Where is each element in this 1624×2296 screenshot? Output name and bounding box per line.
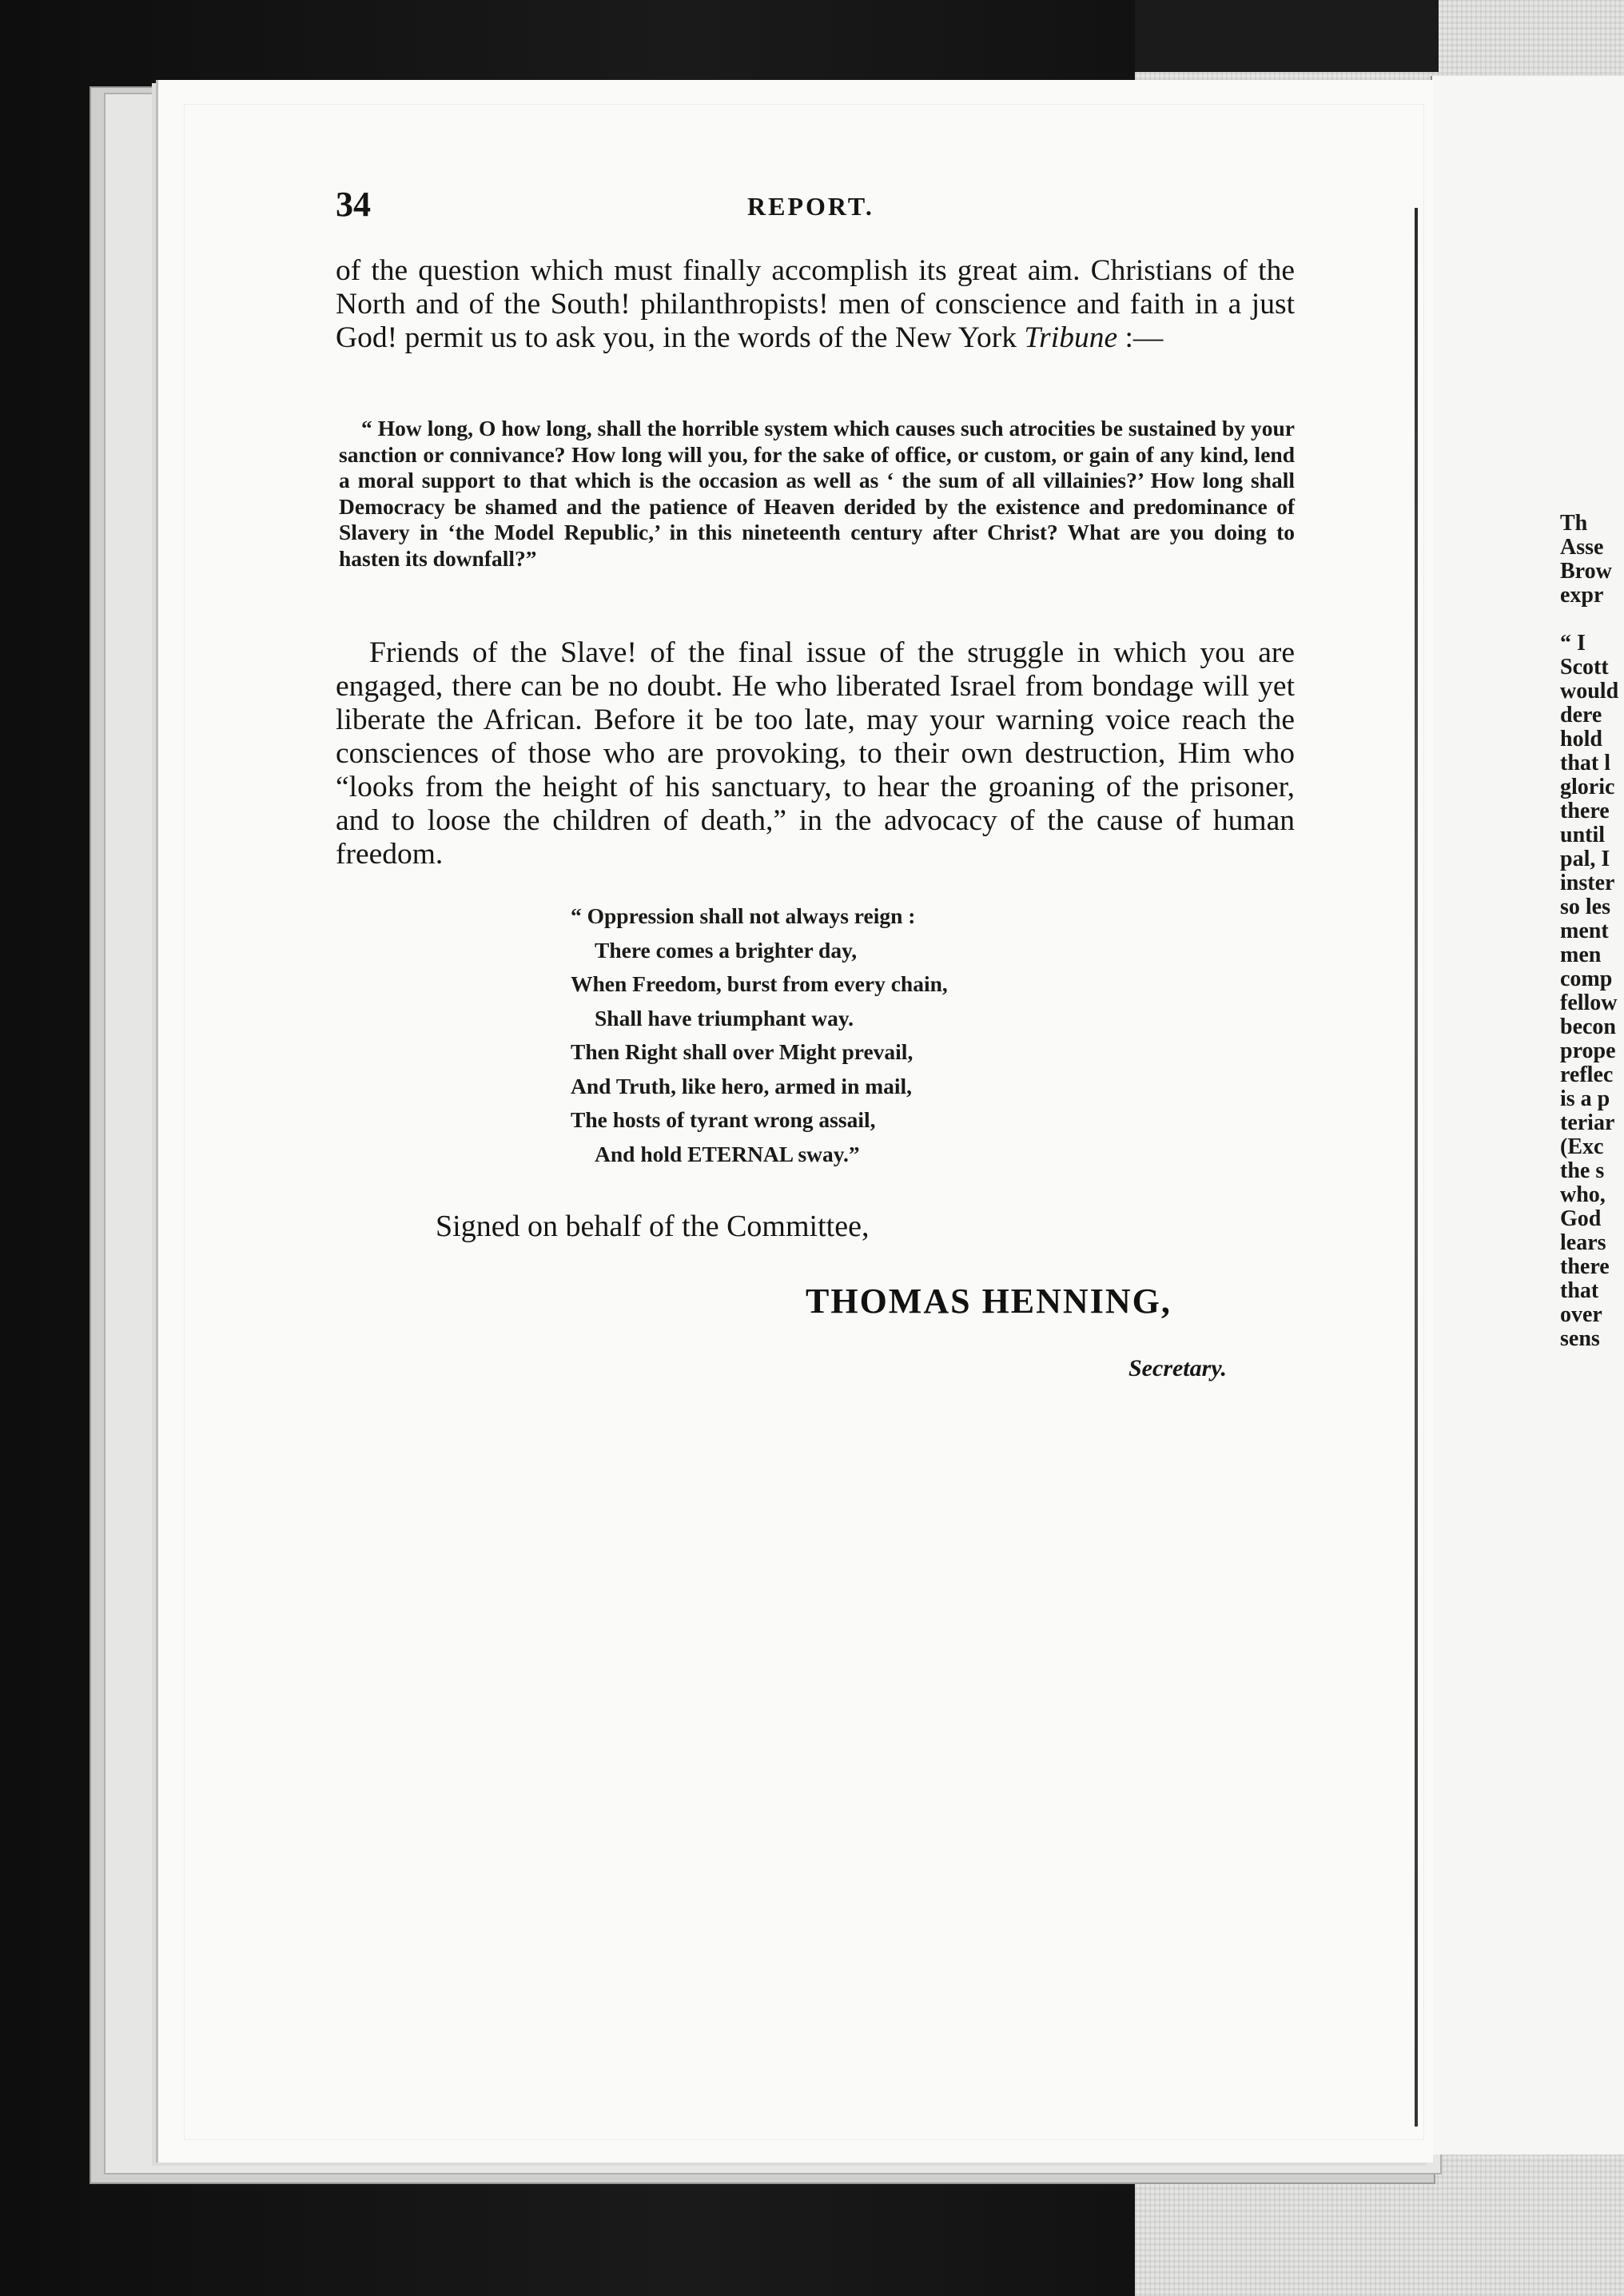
scan-background-corner — [1135, 0, 1439, 72]
signer-name: THOMAS HENNING, — [806, 1282, 1172, 1321]
intro-paragraph — [336, 254, 1295, 355]
intro-tail: :— — [1117, 321, 1164, 354]
intro-text: of the question which must finally accomplish its great aim. Christians of the North and of the South! philanthropists! men of conscience and faith in a just God! permit us to ask you, in the words of the New York — [336, 254, 1295, 354]
poem-line: “ Oppression shall not always reign : — [571, 903, 916, 928]
opposite-page-text-fragments: Th Asse Brow expr “ I Scott would dere hold that l gloric there until pal, I inster so les ment men comp fellow becon prope reflec is a p teriar (Exc the s who, God lears there that over sens — [1560, 512, 1619, 1351]
running-head: REPORT. — [747, 192, 874, 221]
page-header — [336, 184, 1295, 232]
poem-line: The hosts of tyrant wrong assail, — [571, 1107, 876, 1132]
page-gutter-shadow — [1415, 208, 1418, 2127]
poem-line: When Freedom, burst from every chain, — [571, 971, 948, 996]
intro-source: Tribune — [1024, 321, 1118, 354]
poem-line: Then Right shall over Might prevail, — [571, 1039, 914, 1064]
poem-line: Shall have triumphant way. — [595, 1005, 854, 1030]
poem-line: And hold ETERNAL sway.” — [595, 1141, 860, 1166]
tribune-quote: “ How long, O how long, shall the horrible system which causes such atrocities be sustained by your sanction or connivance? How long will you, for the sake of office, or custom, or gain of any kind, lend a moral support to that which is the occasion as well as ‘ the sum of all villainies?’ How long shall Democracy be shamed and the patience of Heaven derided by the existence and predominance of Slavery in ‘the Model Republic,’ in this nineteenth century after Christ? What are you doing to hasten its downfall?” — [339, 416, 1295, 571]
poem-line: There comes a brighter day, — [595, 937, 858, 963]
poem-line: And Truth, like hero, armed in mail, — [571, 1073, 913, 1098]
signed-line: Signed on behalf of the Committee, — [436, 1210, 870, 1243]
poem-stanza — [571, 899, 948, 1171]
closing-paragraph: Friends of the Slave! of the final issue of the struggle in which you are engaged, there can be no doubt. He who liberated Israel from bondage will yet liberate the African. Before it be too late, may your warning voice reach the consciences of those who are provoking, to their own destruction, Him who “looks from the height of his sanctuary, to hear the groaning of the prisoner, and to loose the children of death,” in the advocacy of the cause of human freedom. — [336, 636, 1295, 871]
signer-title: Secretary. — [1128, 1355, 1228, 1381]
page-number: 34 — [336, 185, 371, 224]
